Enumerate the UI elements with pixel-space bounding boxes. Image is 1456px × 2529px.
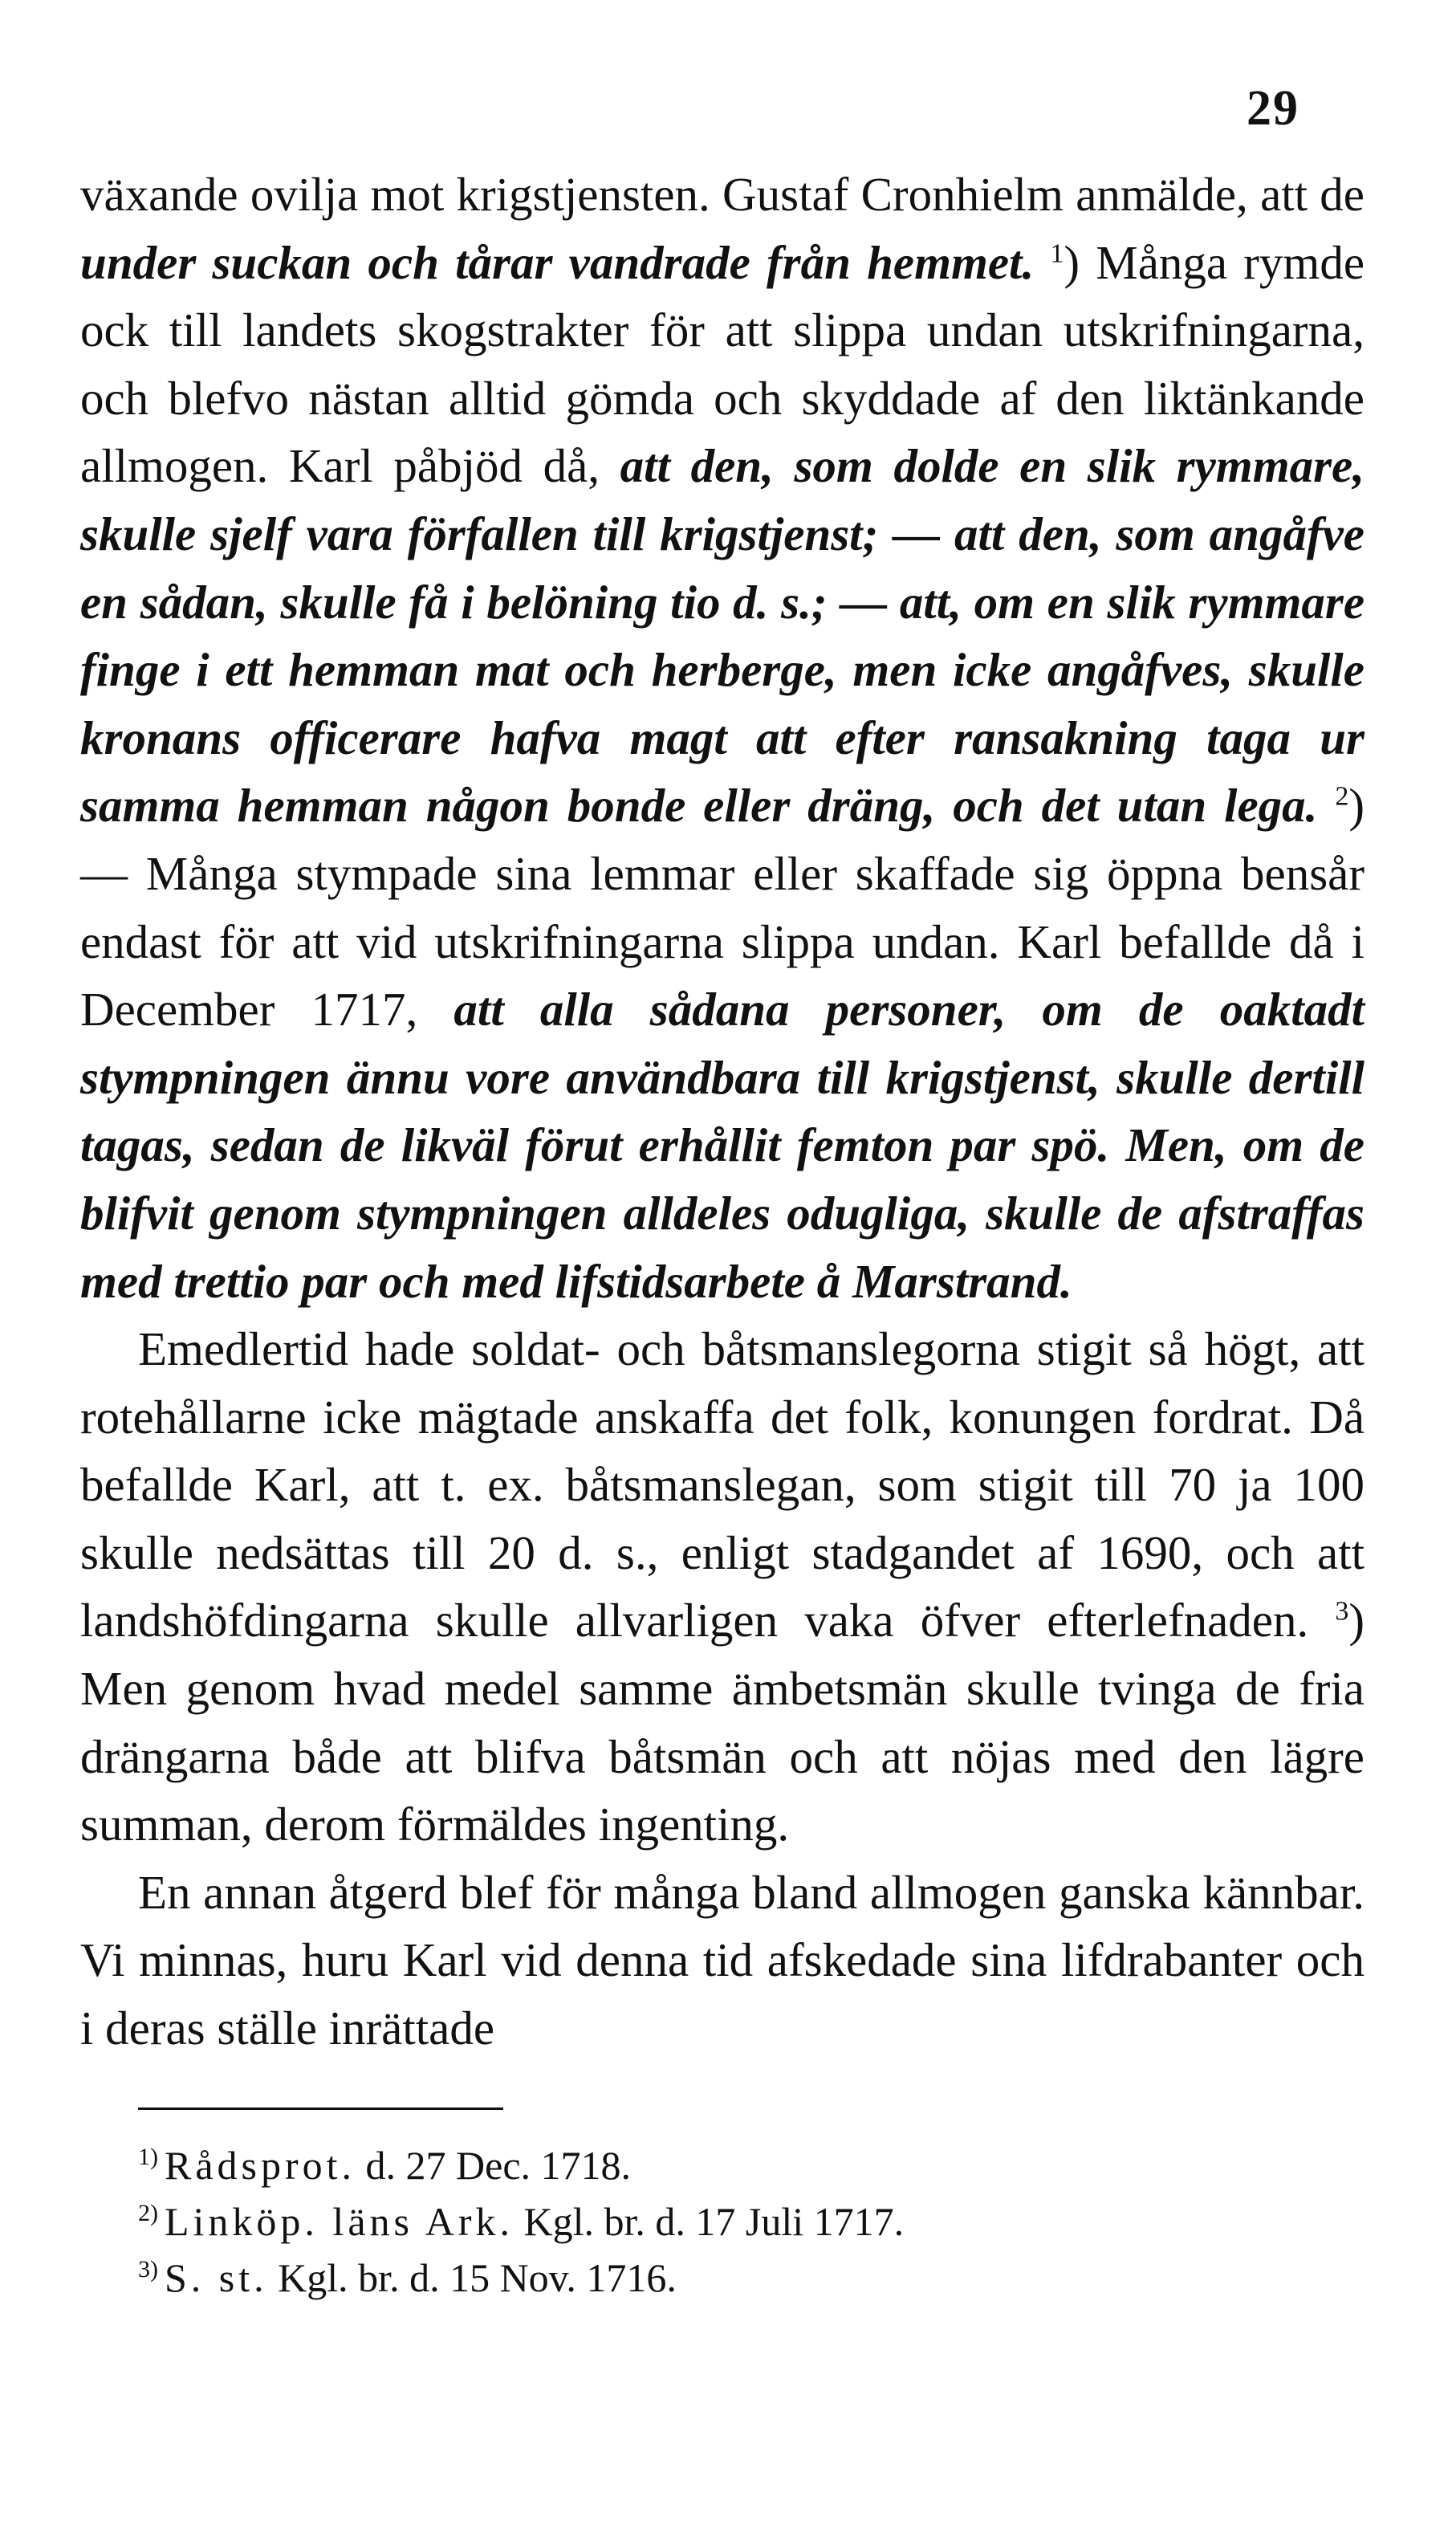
text-run: En annan åtgerd blef för många bland allmogen ganska kännbar. Vi minnas, huru Karl vid denna tid afskedade sina lifdrabanter och i deras ställe inrättade [80, 1865, 1364, 2055]
footnote-mark: 3) [138, 2255, 158, 2283]
paragraph-2 [80, 1315, 1364, 1859]
text-run: ) Många rymde ock till landets skogstrakter för att slippa undan utskrifningarna, och blefvo nästan alltid gömda och skyddade af den liktänkande allmogen. Karl påbjöd då, [80, 235, 1365, 493]
footnote-3 [138, 2250, 1376, 2306]
italic-quote: att alla sådana personer, om de oaktadt stympningen ännu vore användbara till krigstjenst, skulle dertill tagas, sedan de likväl förut erhållit femton par spö. Men, om de blifvit genom stympningen alldeles odugliga, skulle de afstraffas med trettio par och med lifstidsarbete å Marstrand. [80, 983, 1364, 1308]
paragraph-3 [80, 1859, 1364, 2063]
footnote-source: Rådsprot. [165, 2142, 356, 2188]
page-number: 29 [1247, 81, 1299, 136]
footnote-ref-1: 1 [1050, 238, 1064, 268]
footnote-2 [138, 2193, 1376, 2250]
footnote-source: Linköp. läns Ark. [165, 2198, 514, 2244]
italic-quote: under suckan och tårar vandrade från hemmet. [80, 235, 1035, 289]
footnote-ref-3: 3 [1335, 1596, 1349, 1627]
footnote-ref-2: 2 [1335, 781, 1349, 812]
body-text [80, 161, 1364, 2063]
italic-quote: att den, som dolde en slik rymmare, skulle sjelf vara förfallen till krigstjenst; — att den, som angåfve en sådan, skulle få i belöning tio d. s.; — att, om en slik rymmare finge i ett hemman mat och herberge, men icke angåfves, skulle kronans officerare hafva magt att efter ransakning taga ur samma hemman någon bonde eller dräng, och det utan lega. [80, 439, 1364, 833]
footnote-detail: Kgl. br. d. 15 Nov. 1716. [267, 2254, 677, 2300]
text-run: ) — Många stympade sina lemmar eller skaffade sig öppna bensår endast för att vid utskrifningarna slippa undan. Karl befallde då i December 1717, [80, 779, 1364, 1036]
text-run: växande ovilja mot krigstjensten. Gustaf Cronhielm anmälde, att de [80, 168, 1364, 221]
footnotes [138, 2137, 1376, 2306]
text-run: ) Men genom hvad medel samme ämbetsmän skulle tvinga de fria drängarna både att blifva båtsmän och att nöjas med den lägre summan, derom förmäldes ingenting. [80, 1594, 1365, 1851]
footnote-source: S. st. [165, 2254, 268, 2300]
paragraph-1 [80, 161, 1364, 1315]
footnote-mark: 2) [138, 2199, 158, 2226]
footnote-detail: d. 27 Dec. 1718. [356, 2142, 632, 2188]
footnote-detail: Kgl. br. d. 17 Juli 1717. [513, 2198, 905, 2244]
footnote-divider [138, 2108, 503, 2110]
text-run: Emedlertid hade soldat- och båtsmanslegorna stigit så högt, att rotehållarne icke mägtade anskaffa det folk, konungen fordrat. Då befallde Karl, att t. ex. båtsmanslegan, som stigit till 70 ja 100 skulle nedsättas till 20 d. s., enligt stadgandet af 1690, och att landshöfdingarna skulle allvarligen vaka öfver efterlefnaden. [80, 1322, 1364, 1647]
footnote-mark: 1) [138, 2143, 158, 2170]
footnote-1 [138, 2137, 1376, 2193]
